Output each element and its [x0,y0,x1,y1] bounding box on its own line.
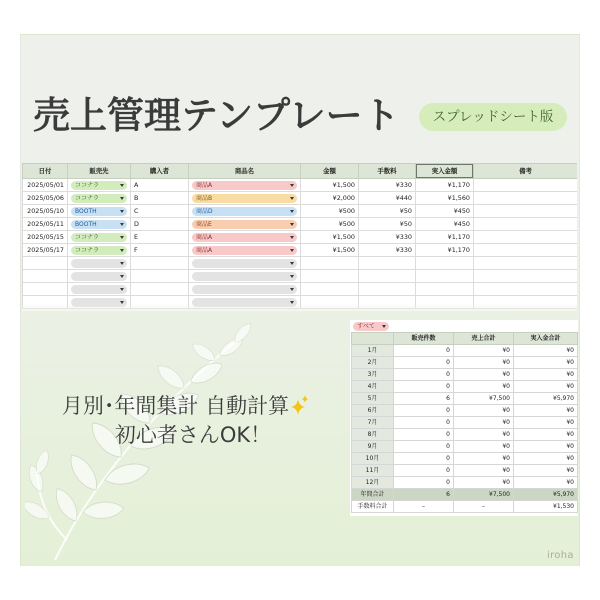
cell-amount[interactable]: ¥1,500 [301,179,359,192]
cell-fee[interactable]: ¥330 [359,179,416,192]
summary-cell-label[interactable]: 1月 [352,345,394,357]
cell-product[interactable] [189,270,301,283]
cell-note[interactable] [474,218,578,231]
cell-product[interactable] [189,205,301,218]
cell-buyer[interactable]: B [131,192,189,205]
month-row [352,453,578,465]
channel-dropdown[interactable] [71,272,127,281]
cell-product[interactable] [189,179,301,192]
cell-channel[interactable] [68,192,131,205]
sales-row [23,257,578,270]
summary-cell-net[interactable]: ¥0 [514,417,578,429]
summary-cell-net[interactable]: ¥0 [514,381,578,393]
header-row [23,164,578,179]
cell-date[interactable] [23,283,68,296]
month-row [352,357,578,369]
product-dropdown[interactable] [192,259,297,268]
summary-cell-net[interactable]: ¥5,970 [514,489,578,501]
channel-dropdown[interactable] [71,246,127,255]
summary-cell-net[interactable]: ¥0 [514,453,578,465]
dropdown-value: 商品A [196,246,213,254]
dropdown-arrow-icon [290,184,294,187]
sales-sheet [22,163,577,311]
summary-cell-net[interactable]: ¥5,970 [514,393,578,405]
sales-table-header [23,164,578,179]
leaf [25,497,52,523]
sales-row [23,218,578,231]
sparkle-star-small [302,395,309,403]
cell-fee[interactable] [359,283,416,296]
summary-cell-sales[interactable]: ¥0 [454,465,514,477]
product-dropdown[interactable] [192,285,297,294]
product-dropdown[interactable] [192,207,297,216]
cell-channel[interactable] [68,283,131,296]
sales-row [23,270,578,283]
cell-channel[interactable] [68,257,131,270]
cell-note[interactable] [474,257,578,270]
dropdown-arrow-icon [290,197,294,200]
cell-amount[interactable]: ¥500 [301,205,359,218]
cell-note[interactable] [474,283,578,296]
sales-row [23,283,578,296]
sales-row [23,192,578,205]
summary-cell-label[interactable]: 10月 [352,453,394,465]
summary-cell-label[interactable]: 年間合計 [352,489,394,501]
filter-value: すべて [357,323,375,330]
dropdown-arrow-icon [120,262,124,265]
month-row [352,417,578,429]
cell-date[interactable]: 2025/05/01 [23,179,68,192]
fee-total-row [352,501,578,513]
summary-cell-count[interactable]: – [394,501,454,513]
cell-net[interactable] [416,257,474,270]
cell-note[interactable] [474,192,578,205]
summary-cell-count[interactable]: 0 [394,357,454,369]
sparkle-star-large [291,399,305,415]
cell-amount[interactable]: ¥1,500 [301,244,359,257]
cell-fee[interactable]: ¥440 [359,192,416,205]
cell-amount[interactable]: ¥2,000 [301,192,359,205]
cell-amount[interactable] [301,257,359,270]
summary-cell-label[interactable]: 2月 [352,357,394,369]
summary-cell-count[interactable]: 0 [394,405,454,417]
summary-cell-sales[interactable]: ¥0 [454,453,514,465]
dropdown-value: 商品D [196,207,213,215]
leaf [82,500,124,520]
product-dropdown[interactable] [192,233,297,242]
dropdown-arrow-icon [290,288,294,291]
dropdown-arrow-icon [120,249,124,252]
dropdown-value: ココナラ [75,194,100,202]
cell-net[interactable]: ¥1,170 [416,244,474,257]
dropdown-arrow-icon [290,223,294,226]
cell-channel[interactable] [68,244,131,257]
summary-cell-label[interactable]: 7月 [352,417,394,429]
summary-table-header [352,333,578,345]
column-header-buyer: 購入者 [131,164,189,179]
dropdown-arrow-icon [382,325,386,328]
column-header-net: 実入金額 [416,164,474,179]
cell-amount[interactable] [301,283,359,296]
summary-cell-net[interactable]: ¥1,530 [514,501,578,513]
dropdown-value: ココナラ [75,233,100,241]
leaf [187,358,225,388]
summary-cell-count[interactable]: 0 [394,453,454,465]
sales-row [23,231,578,244]
cell-note[interactable] [474,270,578,283]
dropdown-value: ココナラ [75,181,100,189]
cell-fee[interactable] [359,270,416,283]
dropdown-arrow-icon [290,275,294,278]
summary-cell-net[interactable]: ¥0 [514,405,578,417]
cell-net[interactable]: ¥1,560 [416,192,474,205]
column-header-product: 商品名 [189,164,301,179]
summary-cell-net[interactable]: ¥0 [514,357,578,369]
column-header-fee: 手数料 [359,164,416,179]
channel-dropdown[interactable] [71,259,127,268]
summary-header-label [352,333,394,345]
cell-product[interactable] [189,218,301,231]
summary-cell-label[interactable]: 4月 [352,381,394,393]
channel-dropdown[interactable] [71,181,127,190]
cell-buyer[interactable] [131,270,189,283]
month-row [352,369,578,381]
cell-channel[interactable] [68,205,131,218]
cell-date[interactable] [23,257,68,270]
dropdown-value: BOOTH [75,220,97,228]
summary-cell-count[interactable]: 0 [394,429,454,441]
product-dropdown[interactable] [192,194,297,203]
summary-cell-count[interactable]: 0 [394,477,454,489]
cell-buyer[interactable]: D [131,218,189,231]
dropdown-value: BOOTH [75,207,97,215]
cell-product[interactable] [189,192,301,205]
summary-header-net: 実入金合計 [514,333,578,345]
cell-net[interactable]: ¥1,170 [416,231,474,244]
summary-cell-label[interactable]: 11月 [352,465,394,477]
cell-fee[interactable]: ¥50 [359,205,416,218]
dropdown-arrow-icon [120,236,124,239]
cell-fee[interactable]: ¥330 [359,231,416,244]
summary-header-sales: 売上合計 [454,333,514,345]
summary-cell-sales[interactable]: ¥7,500 [454,393,514,405]
sales-row [23,244,578,257]
column-header-note: 備考 [474,164,578,179]
summary-cell-net[interactable]: ¥0 [514,429,578,441]
brand-watermark: iroha [547,550,574,561]
summary-cell-net[interactable]: ¥0 [514,477,578,489]
summary-cell-count[interactable]: 0 [394,381,454,393]
dropdown-value: 商品A [196,181,213,189]
dropdown-arrow-icon [290,236,294,239]
filter-dropdown[interactable] [353,322,389,331]
summary-cell-label[interactable]: 12月 [352,477,394,489]
summary-header-row [352,333,578,345]
cell-channel[interactable] [68,179,131,192]
summary-cell-net[interactable]: ¥0 [514,369,578,381]
summary-cell-count[interactable]: 6 [394,489,454,501]
month-row [352,465,578,477]
dropdown-arrow-icon [120,223,124,226]
summary-cell-label[interactable]: 3月 [352,369,394,381]
summary-cell-count[interactable]: 6 [394,393,454,405]
dropdown-arrow-icon [290,210,294,213]
month-row [352,381,578,393]
product-dropdown[interactable] [192,220,297,229]
summary-cell-count[interactable]: 0 [394,441,454,453]
cell-buyer[interactable]: A [131,179,189,192]
page-title: 売上管理テンプレート [33,94,400,137]
summary-cell-sales[interactable]: ¥0 [454,477,514,489]
cell-net[interactable] [416,283,474,296]
cell-product[interactable] [189,231,301,244]
cell-fee[interactable] [359,257,416,270]
cell-date[interactable]: 2025/05/15 [23,231,68,244]
summary-cell-sales[interactable]: ¥0 [454,405,514,417]
cell-fee[interactable]: ¥330 [359,244,416,257]
cell-amount[interactable]: ¥500 [301,218,359,231]
summary-cell-sales[interactable]: ¥0 [454,381,514,393]
version-badge: スプレッドシート版 [419,103,567,131]
cell-product[interactable] [189,283,301,296]
sales-table [22,163,577,309]
dropdown-arrow-icon [120,184,124,187]
cell-net[interactable] [416,270,474,283]
month-row [352,393,578,405]
cell-net[interactable]: ¥1,170 [416,179,474,192]
dropdown-arrow-icon [120,288,124,291]
month-row [352,429,578,441]
summary-cell-sales[interactable]: ¥0 [454,429,514,441]
summary-cell-count[interactable]: 0 [394,417,454,429]
summary-header-count: 販売件数 [394,333,454,345]
month-row [352,405,578,417]
dropdown-value: 商品B [196,194,213,202]
cell-note[interactable] [474,231,578,244]
summary-cell-count[interactable]: 0 [394,465,454,477]
summary-cell-count[interactable]: 0 [394,369,454,381]
dropdown-value: 商品E [196,220,212,228]
summary-cell-net[interactable]: ¥0 [514,345,578,357]
monthly-summary-sheet [350,320,578,516]
sheet-fade [22,304,577,313]
summary-cell-sales[interactable]: ¥7,500 [454,489,514,501]
summary-cell-net[interactable]: ¥0 [514,441,578,453]
leaf [154,361,189,393]
cell-fee[interactable]: ¥50 [359,218,416,231]
summary-cell-sales[interactable]: – [454,501,514,513]
channel-dropdown[interactable] [71,220,127,229]
cell-date[interactable]: 2025/05/17 [23,244,68,257]
summary-cell-count[interactable]: 0 [394,345,454,357]
cell-date[interactable] [23,270,68,283]
dropdown-value: 商品A [196,233,213,241]
summary-cell-sales[interactable]: ¥0 [454,357,514,369]
dropdown-value: ココナラ [75,246,100,254]
channel-dropdown[interactable] [71,233,127,242]
cell-channel[interactable] [68,270,131,283]
dropdown-arrow-icon [120,210,124,213]
product-dropdown[interactable] [192,246,297,255]
summary-table [351,332,578,513]
column-header-amount: 金額 [301,164,359,179]
summary-table-body [352,345,578,513]
cell-net[interactable]: ¥450 [416,218,474,231]
summary-cell-label[interactable]: 8月 [352,429,394,441]
leaf [231,322,254,345]
summary-cell-label[interactable]: 9月 [352,441,394,453]
leaf [103,459,152,488]
cell-note[interactable] [474,179,578,192]
cell-product[interactable] [189,244,301,257]
column-header-channel: 販売先 [68,164,131,179]
cell-channel[interactable] [68,231,131,244]
summary-cell-sales[interactable]: ¥0 [454,369,514,381]
cell-note[interactable] [474,244,578,257]
summary-cell-label[interactable]: 5月 [352,393,394,405]
month-row [352,441,578,453]
summary-cell-label[interactable]: 6月 [352,405,394,417]
cell-buyer[interactable]: C [131,205,189,218]
channel-dropdown[interactable] [71,285,127,294]
dropdown-arrow-icon [120,197,124,200]
summary-cell-net[interactable]: ¥0 [514,465,578,477]
cell-date[interactable]: 2025/05/06 [23,192,68,205]
summary-cell-sales[interactable]: ¥0 [454,441,514,453]
cell-channel[interactable] [68,218,131,231]
cell-buyer[interactable] [131,283,189,296]
month-row [352,477,578,489]
annual-total-row [352,489,578,501]
cell-date[interactable]: 2025/05/11 [23,218,68,231]
cell-product[interactable] [189,257,301,270]
cell-buyer[interactable]: F [131,244,189,257]
cell-amount[interactable] [301,270,359,283]
sales-table-body [23,179,578,309]
summary-cell-label[interactable]: 手数料合計 [352,501,394,513]
dropdown-arrow-icon [290,262,294,265]
sparkle-icon [290,395,310,415]
feature-text-auto-calc-label: 月別･年間集計 自動計算 [61,394,290,418]
feature-text-beginner: 初心者さんOK！ [114,423,272,447]
feature-text-auto-calc [40,390,332,420]
sales-row [23,179,578,192]
sales-row [23,205,578,218]
cell-note[interactable] [474,205,578,218]
column-header-date: 日付 [23,164,68,179]
cell-buyer[interactable]: E [131,231,189,244]
product-dropdown[interactable] [192,272,297,281]
summary-cell-sales[interactable]: ¥0 [454,345,514,357]
channel-dropdown[interactable] [71,194,127,203]
cell-date[interactable]: 2025/05/10 [23,205,68,218]
dropdown-arrow-icon [290,249,294,252]
channel-dropdown[interactable] [71,207,127,216]
dropdown-arrow-icon [120,275,124,278]
cell-net[interactable]: ¥450 [416,205,474,218]
filter-bar [350,320,578,332]
cell-amount[interactable]: ¥1,500 [301,231,359,244]
month-row [352,345,578,357]
summary-cell-sales[interactable]: ¥0 [454,417,514,429]
product-dropdown[interactable] [192,181,297,190]
cell-buyer[interactable] [131,257,189,270]
